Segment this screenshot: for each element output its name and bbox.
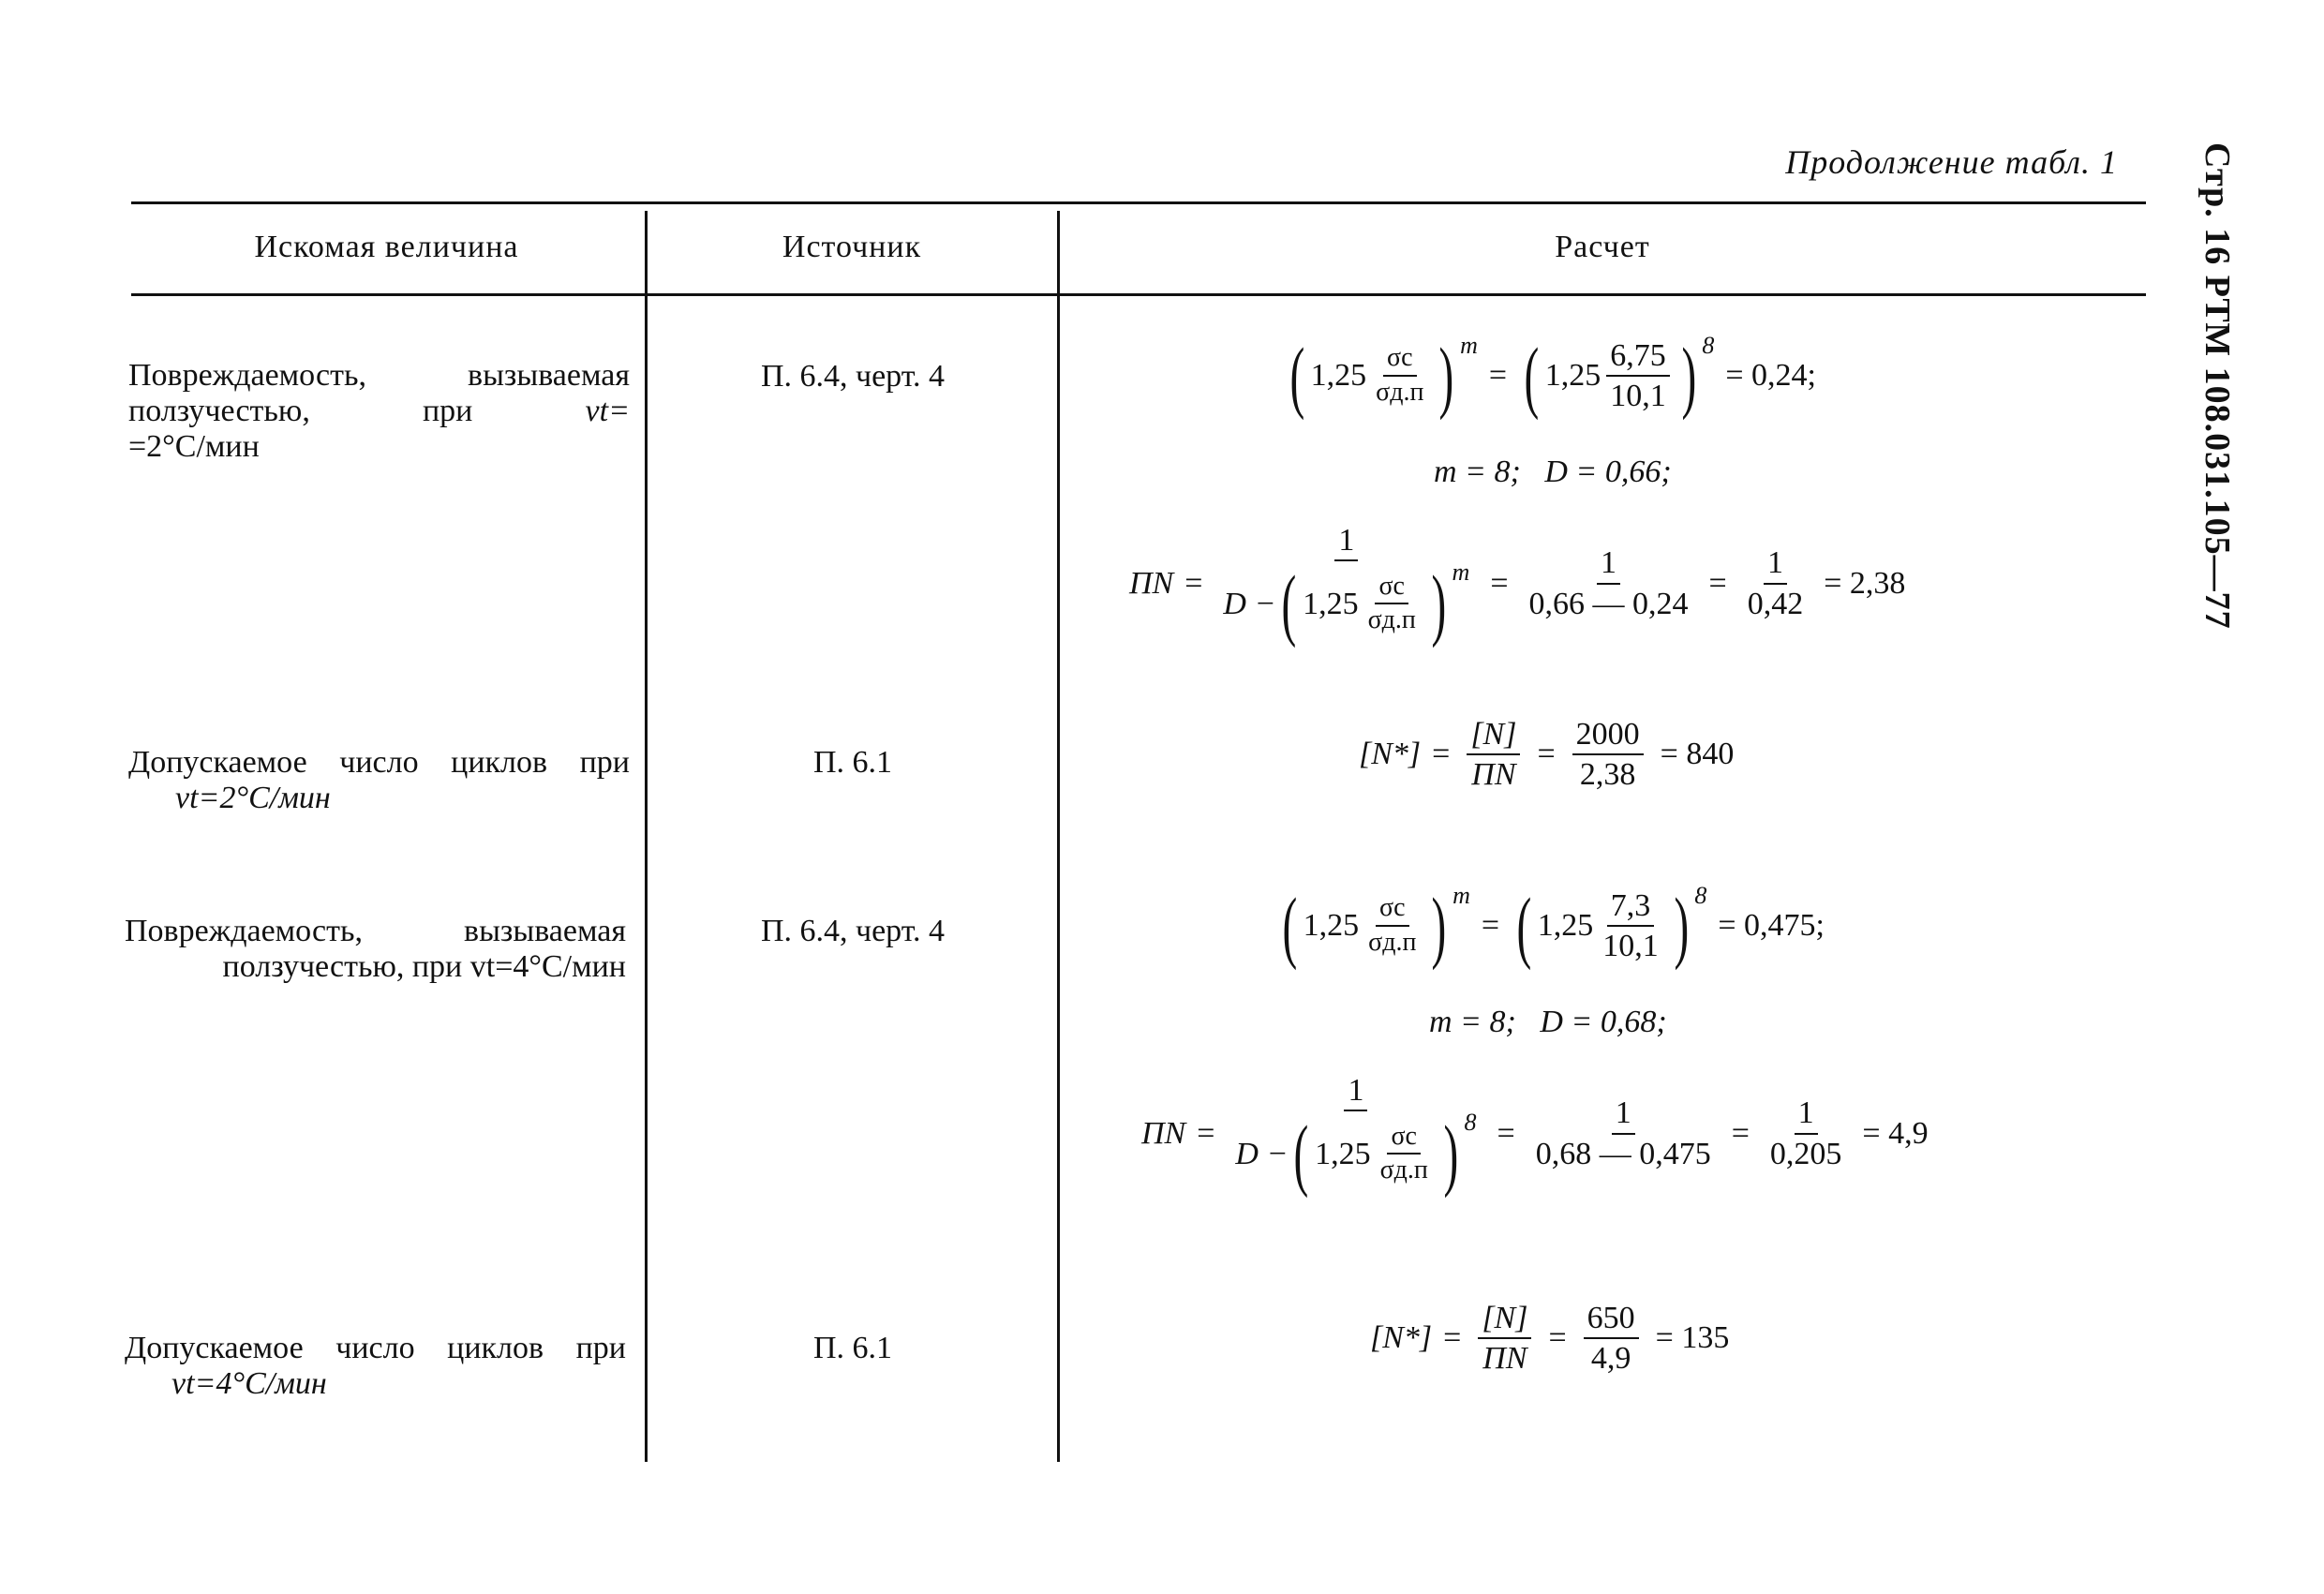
row1-f1-paren-group2: ( 1,25 6,75 10,1 ) [1524,331,1696,421]
row1-formula-2: m = 8; D = 0,66; [1434,454,1672,489]
row2-desc-line1: Допускаемое число циклов при [128,745,630,780]
row2-lhs: [N*] [1359,737,1422,772]
column-divider-2 [1057,211,1060,1462]
row3-f1-paren-group2: ( 1,25 7,3 10,1 ) [1516,881,1689,971]
row2-den1: ΠN [1471,757,1516,793]
row3-formula-1: ( 1,25 σc σд.п ) m = ( 1,25 7,3 10,1 ) 8 = 0,475; [1276,886,1836,966]
row3-f1-den2: 10,1 [1602,929,1659,963]
row3-desc-line2: ползучестью, при vt=4°С/мин [222,949,626,984]
row4-lhs: [N*] [1370,1320,1433,1356]
row3-f3-sig-den: σд.п [1379,1155,1428,1185]
row3-description [125,914,626,985]
row1-f3-den2: 0,66 — 0,24 [1528,586,1689,621]
row2-num2: 2000 [1572,717,1644,755]
row1-f3-den3: 0,42 [1747,586,1804,621]
row1-f1-coef: 1,25 [1310,358,1367,393]
row1-desc-line2 [128,394,630,429]
row1-f3-one: 1 [1334,523,1358,561]
row2-description [128,745,630,816]
table-header-rule [131,293,2146,296]
row1-f1-paren-group: ( 1,25 σc σд.п ) [1289,331,1454,421]
row4-den1: ΠN [1482,1341,1527,1377]
row3-f3-D: D − [1235,1136,1289,1171]
row3-f3-one2: 1 [1612,1095,1635,1134]
row1-f3-one2: 1 [1597,545,1620,584]
row4-num1: [N] [1478,1301,1531,1339]
row3-f1-paren-group: ( 1,25 σc σд.п ) [1282,881,1447,971]
row1-f1-exp2: 8 [1702,332,1715,359]
row3-f1-den: σд.п [1368,928,1417,957]
row2-den2: 2,38 [1579,757,1636,793]
row1-f3-sig-num: σc [1375,573,1408,605]
row1-f1-coef2: 1,25 [1544,358,1601,393]
row1-f3-D: D − [1223,586,1276,621]
row1-desc-line3: =2°С/мин [128,429,260,464]
row4-desc-line1: Допускаемое число циклов при [125,1331,626,1365]
row4-result: = 135 [1655,1320,1730,1356]
row1-f1-den: σд.п [1376,378,1424,407]
row3-formula-3: ΠN = 1 D − ( 1,25 σc σд.п ) 8 = $\frac{1}{0,68 — 0,475}$ = $\frac{1}{0,205}$ = 4,9 [1141,1073,1929,1199]
row2-source: П. 6.1 [812,745,893,780]
column-header-calc: Расчет [1555,230,1650,264]
row4-source: П. 6.1 [812,1331,893,1365]
row3-f1-exp2: 8 [1694,882,1707,909]
row3-f1-num2: 7,3 [1607,888,1655,927]
row1-desc-var: vt= [585,394,631,428]
row2-result: = 840 [1660,737,1735,772]
row4-desc-line2: vt=4°С/мин [171,1366,327,1401]
row4-formula: [N*] = $\frac{[N]}{\Pi N}$ = $\frac{650}{4,9}$ = 135 [1370,1301,1730,1377]
row1-f3-coef: 1,25 [1303,586,1359,621]
row1-f3-lhs: ΠN [1129,565,1174,601]
side-page-label [2191,142,2247,630]
continuation-caption: Продолжение табл. 1 [1785,143,2118,181]
row3-f3-one3: 1 [1795,1095,1818,1134]
row3-desc-line1: Повреждаемость, вызываемая [125,914,626,948]
row1-f3-sig-den: σд.п [1367,605,1416,635]
row3-f1-exp: m [1452,882,1470,909]
side-page-label-text: Стр. 16 РТМ 108.031.105—77 [2197,142,2237,630]
row3-source: П. 6.4, черт. 4 [760,914,946,948]
row4-num2: 650 [1584,1301,1639,1339]
row1-f3-exp: m [1452,559,1470,587]
row3-f3-exp: 8 [1464,1109,1477,1137]
row1-f1-result: = 0,24; [1725,358,1816,393]
row3-formula-2: m = 8; D = 0,68; [1429,1005,1667,1039]
row3-f3-lhs: ΠN [1141,1115,1186,1151]
row1-f1-num2: 6,75 [1606,338,1670,377]
row1-f1-den2: 10,1 [1610,379,1666,413]
row3-f3-result: = 4,9 [1862,1115,1929,1151]
row3-f1-num: σc [1376,894,1409,927]
row1-formula-1: ( 1,25 σc σд.п ) m = ( 1,25 6,75 10,1 ) 8 = 0,24; [1284,335,1827,416]
column-header-value: Искомая величина [254,230,519,264]
row1-formula-3: ΠN = 1 D − ( 1,25 σc σд.п ) m = $\frac{1}{0,66 — 0,24}$ = $\frac{1}{0,42}$ = 2,38 [1129,523,1906,649]
row1-desc-line2-text: ползучестью, при [128,394,473,428]
row1-f3-result: = 2,38 [1824,565,1906,601]
row2-formula: [N*] = $\frac{[N]}{\Pi N}$ = $\frac{2000}{2,38}$ = 840 [1359,717,1735,793]
row4-description [125,1331,626,1402]
column-divider-1 [645,211,648,1462]
row3-f3-den2: 0,68 — 0,475 [1535,1136,1711,1171]
row3-f1-coef: 1,25 [1303,908,1360,943]
row2-desc-line2: vt=2°С/мин [175,781,331,815]
row1-description [128,358,630,465]
row1-source: П. 6.4, черт. 4 [760,359,946,394]
row3-f3-coef: 1,25 [1315,1136,1371,1171]
row1-f1-exp: m [1460,332,1478,359]
row3-f3-sig-num: σc [1387,1123,1421,1155]
row3-f3-den3: 0,205 [1769,1136,1842,1171]
row3-f3-one: 1 [1344,1073,1367,1111]
column-header-source: Источник [782,230,922,264]
row2-num1: [N] [1467,717,1520,755]
row3-f1-result: = 0,475; [1718,908,1825,943]
row3-f1-coef2: 1,25 [1537,908,1594,943]
table-top-rule [131,201,2146,204]
row1-f3-one3: 1 [1764,545,1787,584]
row1-f1-num: σc [1383,344,1417,377]
row4-den2: 4,9 [1590,1341,1631,1377]
row1-desc-line1: Повреждаемость, вызываемая [128,358,630,393]
